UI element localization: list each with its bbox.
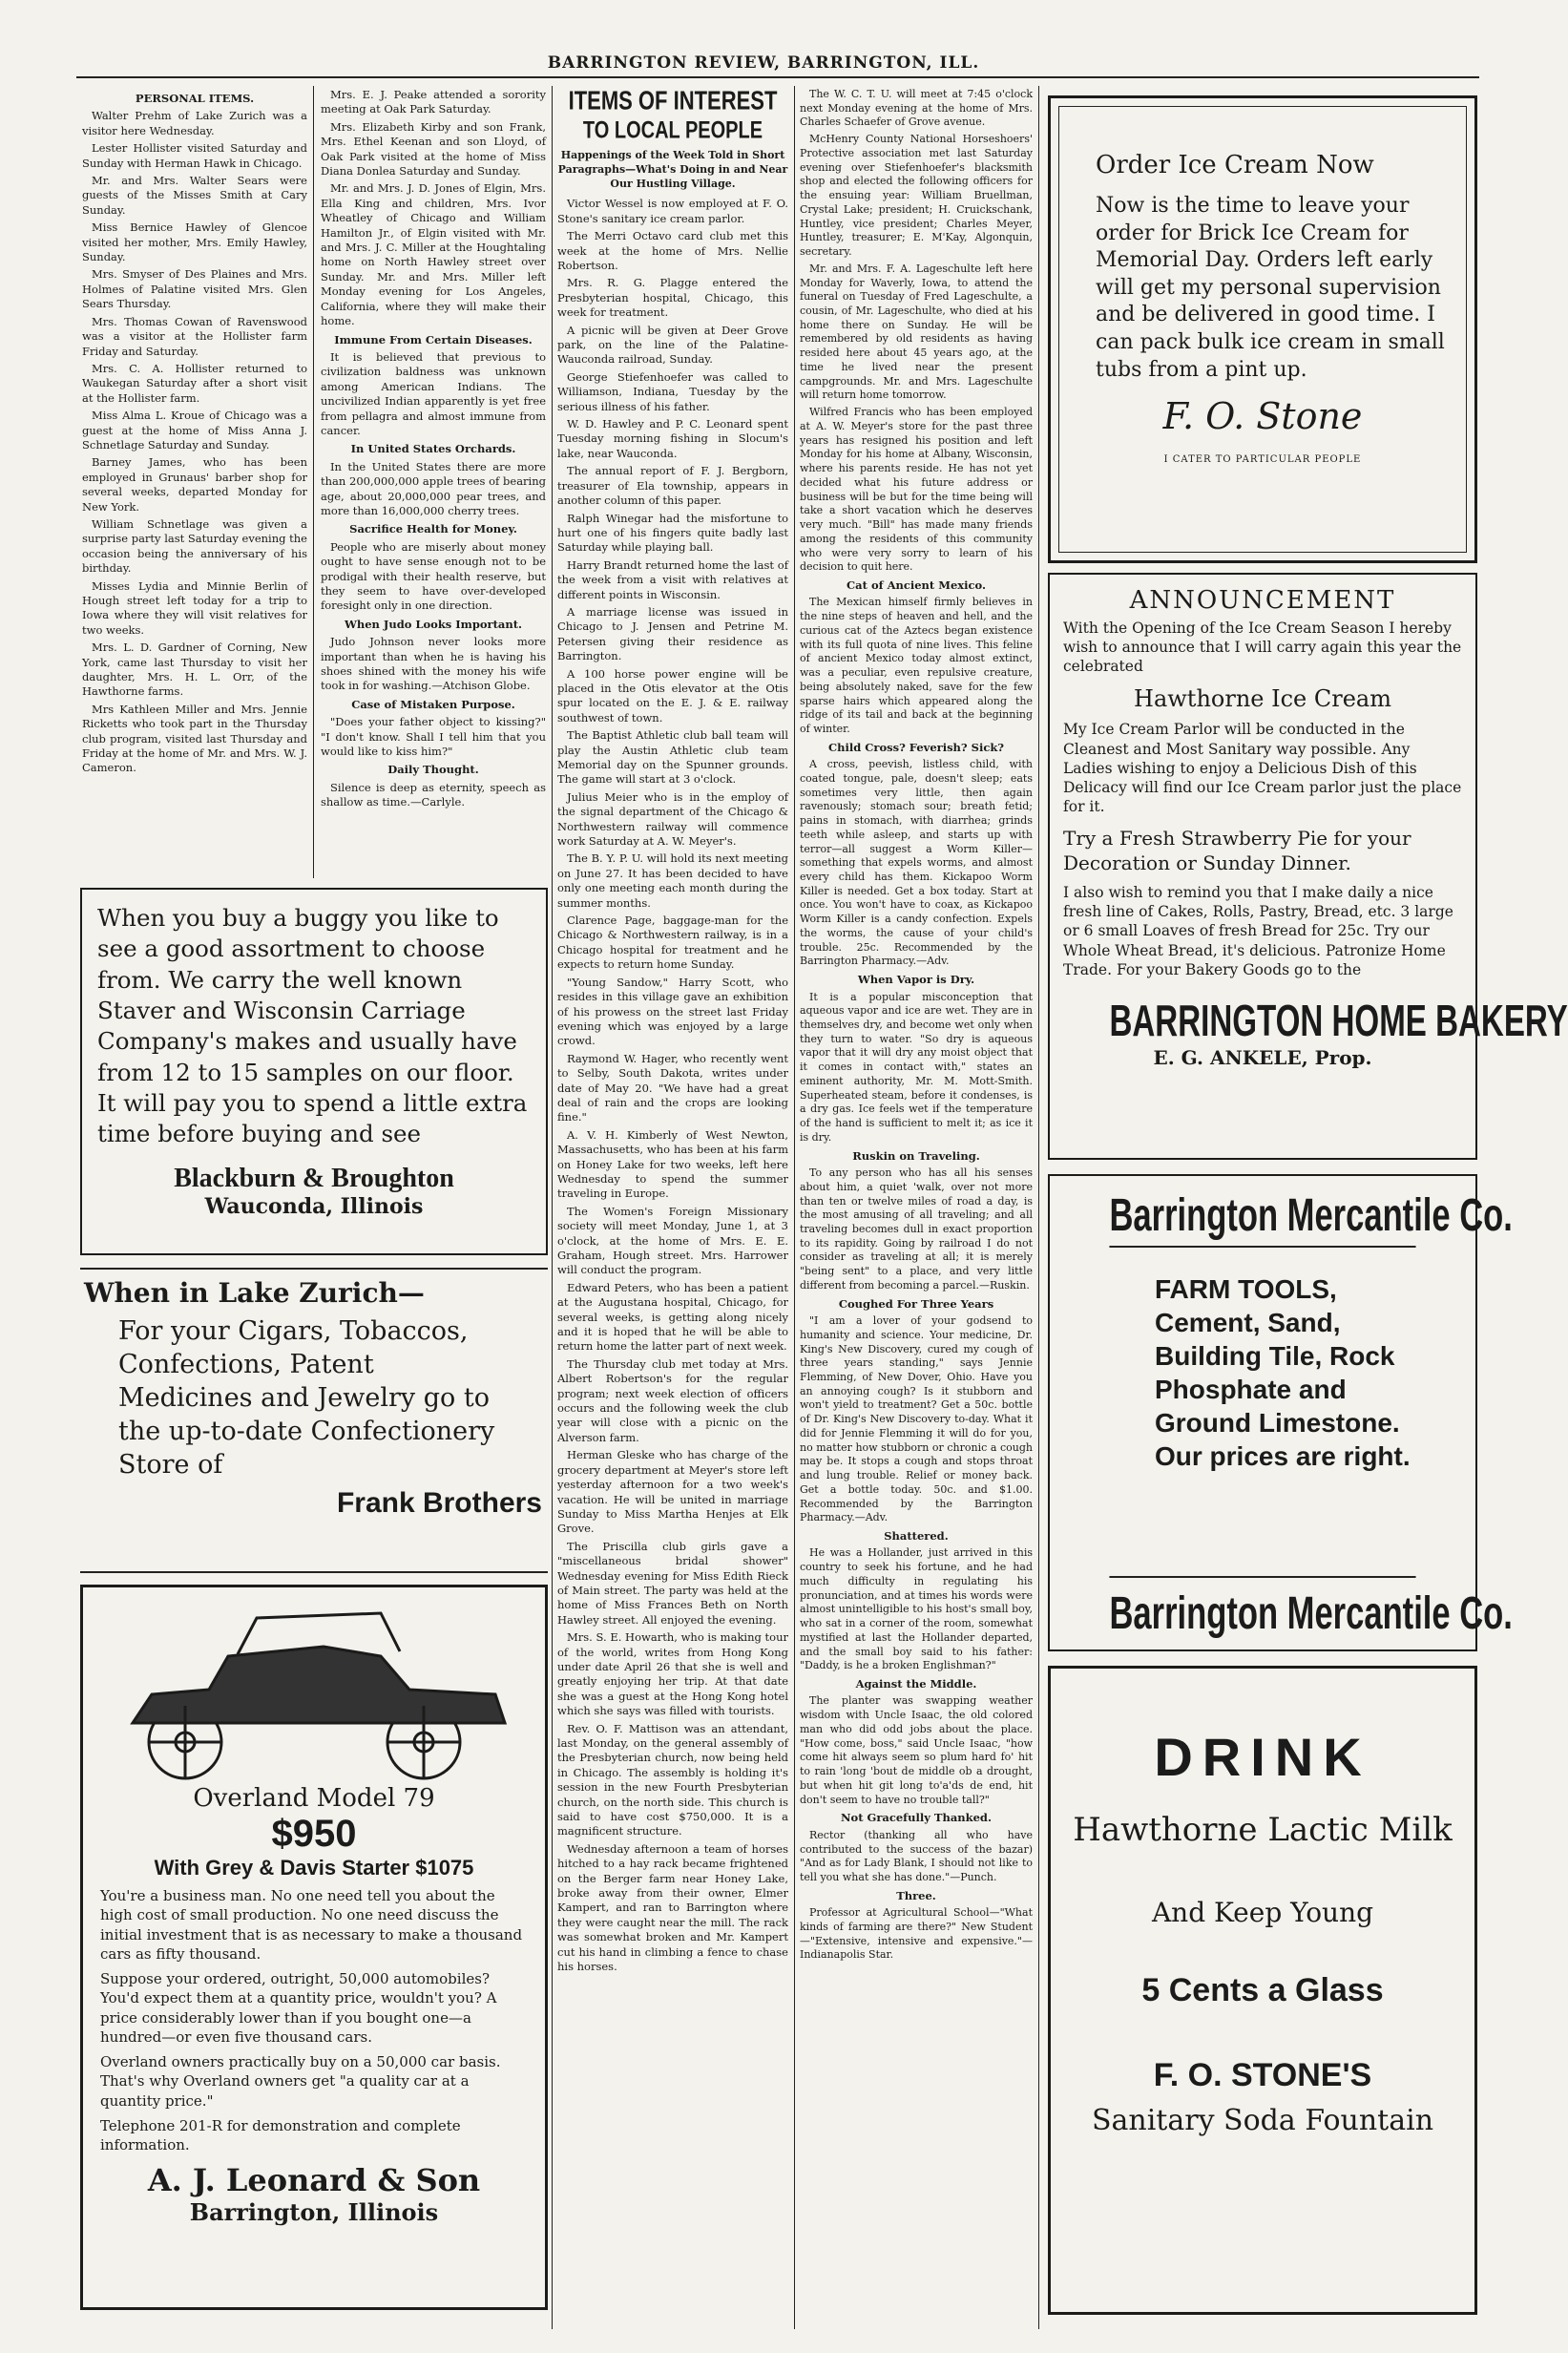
news-item: Harry Brandt returned home the last of the week from a visit with relatives at different points in Wisconsin. xyxy=(557,557,788,601)
news-item: Mrs. L. D. Gardner of Corning, New York, came last Thursday to visit her daughter, Mrs. H. L. Orr, of the Hawthorne farms. xyxy=(82,641,307,699)
news-item: Miss Bernice Hawley of Glencoe visited her mother, Mrs. Emily Hawley, Sunday. xyxy=(82,221,307,264)
news-item: "Young Sandow," Harry Scott, who resides in this village gave an exhibition of his prowess on the street last Friday evening which was enjoyed by a large crowd. xyxy=(557,975,788,1048)
overland-text: You're a business man. No one need tell you about the high cost of small production. No one need discuss the initial investment that is as necessary to make a thousand cars as fifty thousand. xyxy=(100,1887,523,1963)
filler-item: He was a Hollander, just arrived in this country to seek his fortune, and he had much difficulty in regulating his pronunciation, and at times his words were almost unintelligible to his host's small boy, who sat in a corner of the room, somewhat mystified at last the Hollander departed, and the small boy said to his father: "Daddy, is he a broken Englishman?" xyxy=(800,1546,1033,1672)
news-item: Mr. and Mrs. Walter Sears were guests of the Misses Smith at Cary Sunday. xyxy=(82,174,307,217)
local-news-headline: TO LOCAL PEOPLE xyxy=(582,117,763,144)
filler-item: "I am a lover of your godsend to humanity and science. Your medicine, Dr. King's New Discovery, cured my cough of three years standing," says Jennie Flemming, of New Dover, Ohio. Have you an annoying cough? Is it stubborn and won't yield to treatment? Get a 50c. bottle of Dr. King's New Discovery to-day. What it did for Jennie Flemming it will do for you, no matter how stubborn or chronic a cough may be. It stops a cough and stops throat and lung trouble. Relief or money back. Get a bottle today. 50c. and $1.00. Recommended by the Barrington Pharmacy.—Adv. xyxy=(800,1314,1033,1524)
mercantile-ad xyxy=(1048,1174,1513,1651)
local-news-column xyxy=(557,85,788,2321)
overland-model: Overland Model 79 xyxy=(193,1784,435,1813)
overland-place: Barrington, Illinois xyxy=(189,2198,439,2227)
filler-item: To any person who has all his senses about him, a quiet 'walk, over not more than ten or twelve miles of road a day, is the most amusing of all traveling; and all traveling becomes dull in exact proportion to its rapidity. Going by railroad I do not consider as traveling at all; it is merely "being sent" to a place, and very little different from becoming a parcel.—Ruskin. xyxy=(800,1166,1033,1292)
filler-heading: In United States Orchards. xyxy=(350,442,516,456)
filler-heading: Not Gracefully Thanked. xyxy=(841,1811,992,1825)
news-item: A. V. H. Kimberly of West Newton, Massachusetts, who has been at his farm on Honey Lake for two weeks, left here Wednesday to spend the summer traveling in Europe. xyxy=(557,1127,788,1201)
bakery-pie: Try a Fresh Strawberry Pie for your Decoration or Sunday Dinner. xyxy=(1063,827,1411,875)
filler-item: Rector (thanking all who have contributed to the success of the bazar) "And as for Lady Blank, I should not like to tell you what she has done."—Punch. xyxy=(800,1828,1033,1883)
lake-zurich-name: Frank Brothers xyxy=(336,1487,542,1520)
news-item: The B. Y. P. U. will hold its next meeting on June 27. It has been decided to have only one meeting each month during the summer months. xyxy=(557,851,788,910)
news-item: The Merri Octavo card club met this week at the home of Mrs. Nellie Robertson. xyxy=(557,229,788,273)
filler-item: People who are miserly about money ought to have sense enough not to be prodigal with their health reserve, but they seem to have over-developed foresight only in one direction. xyxy=(321,539,546,613)
news-item: A picnic will be given at Deer Grove park, on the line of the Palatine-Wauconda railroad, Sunday. xyxy=(557,323,788,367)
news-item: Mrs. Elizabeth Kirby and son Frank, Mrs. Ethel Keenan and son Lloyd, of Oak Park visited at the home of Miss Diana Donlea Saturday and Sunday. xyxy=(321,119,546,179)
buggy-ad-place: Wauconda, Illinois xyxy=(204,1193,424,1219)
news-item: Mrs. R. G. Plagge entered the Presbyterian hospital, Chicago, this week for treatment. xyxy=(557,276,788,320)
local-news-subhead: Happenings of the Week Told in Short Paragraphs—What's Doing in and Near Our Hustling Village. xyxy=(557,149,788,190)
filler-heading: When Judo Looks Important. xyxy=(344,617,523,631)
news-item: Wilfred Francis who has been employed at A. W. Meyer's store for the past three years has resigned his position and left Monday for his home at Albany, Wisconsin, where his parents reside. He has not yet decided what his future address or business will be but for the time being will take a short vacation which he deserves very much. "Bill" has made many friends among the residents of this community who were very sorry to learn of his decision to quit here. xyxy=(800,406,1033,574)
filler-item: The planter was swapping weather wisdom with Uncle Isaac, the old colored man who did odd jobs about the place. "How come, boss," said Uncle Isaac, "how come hit always seem so plum hard fo' hit to rain 'long 'bout de middle ob a drought, but when hit git long to'a'ds de end, hit don't seem to have no trouble tall?" xyxy=(800,1694,1033,1806)
filler-heading: Child Cross? Feverish? Sick? xyxy=(827,740,1005,754)
news-item: George Stiefenhoefer was called to Williamson, Indiana, Tuesday by the serious illness of his father. xyxy=(557,369,788,413)
news-item: A marriage license was issued in Chicago to J. Jensen and Petrine M. Petersen giving their residence as Barrington. xyxy=(557,604,788,663)
filler-item: Judo Johnson never looks more important than when he is having his shoes shined with the money his wife took in for washing.—Atchison Globe. xyxy=(321,635,546,693)
news-item: Ralph Winegar had the misfortune to hurt one of his fingers quite badly last Saturday while playing ball. xyxy=(557,511,788,555)
news-item: Wednesday afternoon a team of horses hitched to a hay rack became frightened on the Berger farm near Honey Lake, broke away from their owner, Elmer Kampert, and ran to Barrington where they were caught near the mill. The rack was somewhat broken and Mr. Kampert cut his hand in climbing a fence to chase his horses. xyxy=(557,1841,788,1974)
news-item: McHenry County National Horseshoers' Protective association met last Saturday evening over Stiefenhoefer's blacksmith shop and elected the following officers for the ensuing year: William Bruellman, Crystal Lake; president; H. Cruickschank, Huntley, vice president; Charles Meyer, Huntley, treasurer; E. M'Kay, Algonquin, secretary. xyxy=(800,133,1033,259)
bakery-product: Hawthorne Ice Cream xyxy=(1134,685,1391,713)
drink-heading: DRINK xyxy=(1154,1727,1371,1787)
drink-slogan: And Keep Young xyxy=(1151,1897,1374,1928)
news-item: Barney James, who has been employed in Grunaus' barber shop for several weeks, departed Monday for New York. xyxy=(82,455,307,514)
news-item: W. D. Hawley and P. C. Leonard spent Tuesday morning fishing in Slocum's lake, near Wauconda. xyxy=(557,417,788,460)
drink-vendor: F. O. STONE'S xyxy=(1153,2057,1372,2093)
filler-heading: Ruskin on Traveling. xyxy=(852,1148,980,1163)
filler-item: A cross, peevish, listless child, with coated tongue, pale, doesn't sleep; eats sometimes very little, then again ravenously; stomach sour; breath fetid; pains in stomach, with diarrhea; grinds teeth while asleep, and starts up with terror—all suggest a Worm Killer—something that expels worms, and almost every child has them. Kickapoo Worm Killer is needed. Get a box today. Start at once. You won't have to coax, as Kickapoo Worm Killer is a candy confection. Expels the worms, the cause of your child's trouble. 25c. Recommended by the Barrington Pharmacy.—Adv. xyxy=(800,758,1033,968)
column-rule xyxy=(313,86,314,878)
filler-heading: Immune From Certain Diseases. xyxy=(334,332,533,347)
news-item: The Thursday club met today at Mrs. Albert Robertson's for the regular program; next week election of officers occurs and the following week the club year will close with a picnic on the Alverson farm. xyxy=(557,1356,788,1444)
mercantile-name: Barrington Mercantile Co. xyxy=(1109,1176,1415,1248)
bakery-text: I also wish to remind you that I make daily a nice fresh line of Cakes, Rolls, Pastry, Bread, etc. 3 large or 6 small Loaves of fresh Bread for 25c. Try our Whole Wheat Bread, it's delicious. Patronize Home Trade. For your Bakery Goods go to the xyxy=(1063,884,1453,978)
filler-heading: Daily Thought. xyxy=(387,763,479,777)
filler-heading: When Vapor is Dry. xyxy=(857,973,975,987)
bakery-intro: With the Opening of the Ice Cream Season I hereby wish to announce that I will carry again this year the celebrated xyxy=(1063,620,1462,676)
news-item: Mrs. Thomas Cowan of Ravenswood was a visitor at the Hollister farm Friday and Saturday. xyxy=(82,314,307,358)
section-heading: PERSONAL ITEMS. xyxy=(135,92,255,105)
column-rule xyxy=(552,86,553,2329)
drink-price: 5 Cents a Glass xyxy=(1141,1972,1384,2008)
filler-item: In the United States there are more than 200,000,000 apple trees of bearing age, about 20,000,000 pear trees, and more than 16,000,000 cherry trees. xyxy=(321,459,546,517)
news-item: The annual report of F. J. Bergborn, treasurer of Ela township, appears in another column of this paper. xyxy=(557,464,788,508)
drink-product: Hawthorne Lactic Milk xyxy=(1073,1811,1453,1849)
news-item: Miss Alma L. Kroue of Chicago was a guest at the home of Miss Anna J. Schnetlage Saturday and Sunday. xyxy=(82,409,307,452)
overland-ad xyxy=(80,1585,548,2310)
ice-cream-heading: Order Ice Cream Now xyxy=(1096,151,1374,179)
bakery-ad xyxy=(1048,573,1568,1160)
news-item: Herman Gleske who has charge of the grocery department at Meyer's store left yesterday afternoon for a two week's vacation. He will be united in marriage Sunday to Miss Martha Henjes at Elk Grove. xyxy=(557,1448,788,1536)
news-item: Edward Peters, who has been a patient at the Augustana hospital, Chicago, for several weeks, is getting along nicely and it is hoped that he will be able to return home the latter part of next week. xyxy=(557,1280,788,1354)
overland-dealer: A. J. Leonard & Son xyxy=(147,2162,481,2199)
ice-cream-ad xyxy=(1048,95,1477,563)
overland-price: $950 xyxy=(271,1813,357,1855)
filler-heading: Sacrifice Health for Money. xyxy=(349,522,517,536)
news-item: The Baptist Athletic club ball team will play the Austin Athletic club team Memorial day on the Spunner grounds. The game will start at 3 o'clock. xyxy=(557,728,788,787)
news-item: Julius Meier who is in the employ of the signal department of the Chicago & Northwestern railway will commence work Saturday at A. W. Meyer's. xyxy=(557,789,788,849)
news-item: The Women's Foreign Missionary society will meet Monday, June 1, at 3 o'clock, at the home of Mrs. E. E. Graham, Hough street. Mrs. Harrower will conduct the program. xyxy=(557,1204,788,1277)
mercantile-name: Barrington Mercantile Co. xyxy=(1109,1576,1415,1649)
news-item: A 100 horse power engine will be placed in the Otis elevator at the Otis spur located on the E. J. & E. railway southwest of town. xyxy=(557,666,788,725)
news-item: Mrs. S. E. Howarth, who is making tour of the world, writes from Hong Kong under date April 26 that she is well and greatly enjoying her trip. At that date she was a guest at the Hong Kong hotel which she says was filled with tourists. xyxy=(557,1630,788,1718)
lake-zurich-text: For your Cigars, Tobaccos, Confections, Patent Medicines and Jewelry go to the up-to-date Confectionery Store of xyxy=(118,1316,495,1481)
personal-items-column xyxy=(82,88,307,876)
ice-cream-text: Now is the time to leave your order for Brick Ice Cream for Memorial Day. Orders left early will get my personal supervision and be delivered in good time. I can pack bulk ice cream in small tubs from a pint up. xyxy=(1096,194,1445,382)
ice-cream-signature: F. O. Stone xyxy=(1162,395,1363,438)
buggy-ad-text: When you buy a buggy you like to see a good assortment to choose from. We carry the well known Staver and Wisconsin Carriage Company's makes and usually have from 12 to 15 samples on our floor. It will pay you to spend a little extra time before buying and see xyxy=(97,904,528,1148)
drink-place: Sanitary Soda Fountain xyxy=(1091,2104,1434,2137)
bakery-proprietor: E. G. ANKELE, Prop. xyxy=(1153,1045,1372,1069)
masthead: BARRINGTON REVIEW, BARRINGTON, ILL. xyxy=(547,53,980,73)
filler-item: It is a popular misconception that aqueous vapor and ice are wet. They are in themselves dry, and become wet only when they turn to water. "So dry is aqueous vapor that it will dry any moist object that it comes in contact with," states an eminent authority, Mr. M. Mott-Smith. Superheated steam, before it condenses, is a dry gas. Ice feels wet if the temperature of the hand is sufficient to melt it; as ice it is dry. xyxy=(800,990,1033,1144)
buggy-ad xyxy=(80,888,548,1255)
overland-phone: Telephone 201-R for demonstration and complete information. xyxy=(100,2116,461,2153)
masthead-rule xyxy=(76,76,1479,78)
news-item: Mrs. E. J. Peake attended a sorority meeting at Oak Park Saturday. xyxy=(321,88,546,116)
news-item: Misses Lydia and Minnie Berlin of Hough street left today for a trip to Iowa where they will visit relatives for two weeks. xyxy=(82,578,307,637)
filler-item: It is believed that previous to civilization baldness was unknown among American Indians. The uncivilized Indian apparently is yet free from pellagra and almost immune from cancer. xyxy=(321,349,546,437)
local-news-headline: ITEMS OF INTEREST xyxy=(568,85,778,116)
filler-item: The Mexican himself firmly believes in the nine steps of heaven and hell, and the curious cat of the Aztecs began existence with its full quota of nine lives. This feline of ancient Mexico today almost extinct, was a peculiar, even repulsive creature, being absolutely naked, save for the few sparse hairs which appeared along the ridge of its tail and back at the beginning of winter. xyxy=(800,596,1033,735)
filler-heading: Against the Middle. xyxy=(855,1677,977,1691)
overland-text: Suppose your ordered, outright, 50,000 automobiles? You'd expect them at a quantity price, wouldn't you? A price considerably lower than if you bought one—a hundred—or even five thousand cars. xyxy=(100,1970,497,2046)
lake-zurich-heading: When in Lake Zurich— xyxy=(84,1277,425,1309)
news-item: Raymond W. Hager, who recently went to Selby, South Dakota, writes under date of May 20. "We have had a great deal of rain and the crops are looking fine." xyxy=(557,1051,788,1124)
news-item: The W. C. T. U. will meet at 7:45 o'clock next Monday evening at the home of Mrs. Charles Schaefer of Grove avenue. xyxy=(800,88,1033,129)
overland-text: Overland owners practically buy on a 50,000 car basis. That's why Overland owners get "a quality car at a quantity price." xyxy=(100,2053,501,2110)
filler-heading: Coughed For Three Years xyxy=(838,1296,994,1311)
news-item: Mrs. C. A. Hollister returned to Waukegan Saturday after a short visit at the Hollister farm. xyxy=(82,361,307,405)
news-item: Clarence Page, baggage-man for the Chicago & Northwestern railway, is in a Chicago hospital for treatment and he expects to return home Sunday. xyxy=(557,914,788,972)
filler-heading: Three. xyxy=(896,1888,936,1902)
bakery-name: BARRINGTON HOME BAKERY xyxy=(1109,995,1568,1045)
ice-cream-tagline: I CATER TO PARTICULAR PEOPLE xyxy=(1163,454,1362,466)
news-item: Lester Hollister visited Saturday and Sunday with Herman Hawk in Chicago. xyxy=(82,141,307,170)
filler-item: Professor at Agricultural School—"What kinds of farming are there?" New Student—"Extensive, intensive and expensive."—Indianapolis Star. xyxy=(800,1906,1033,1962)
column-four xyxy=(800,88,1033,2321)
news-item: William Schnetlage was given a surprise party last Saturday evening the occasion being the anniversary of his birthday. xyxy=(82,516,307,576)
buggy-ad-name: Blackburn & Broughton xyxy=(174,1163,454,1193)
filler-item: Silence is deep as eternity, speech as shallow as time.—Carlyle. xyxy=(321,780,546,809)
news-item: Mr. and Mrs. J. D. Jones of Elgin, Mrs. Ella King and children, Mrs. Ivor Wheatley of Chicago and William Hamilton Jr., of Elgin visited with Mr. and Mrs. J. C. Miller at the Houghtaling home on North Hawley street over Sunday. Mr. and Mrs. Miller left Monday evening for Los Angeles, California, where they will make their home. xyxy=(321,181,546,328)
bakery-text: My Ice Cream Parlor will be conducted in the Cleanest and Most Sanitary way possible. Any Ladies wishing to enjoy a Delicious Dish of this Delicacy will find our Ice Cream parlor just the place for it. xyxy=(1063,721,1462,815)
news-item: Mr. and Mrs. F. A. Lageschulte left here Monday for Waverly, Iowa, to attend the funeral on Tuesday of Fred Lageschulte, a cousin, of Mr. Lageschulte, who died at his home there on Sunday. He will be remembered by old residents as having resided here about 45 years ago, at the time he lived near the present campgrounds. Mr. and Mrs. Lageschulte will return home tomorrow. xyxy=(800,262,1033,402)
bakery-announcement: ANNOUNCEMENT xyxy=(1129,586,1396,615)
car-illustration xyxy=(94,1599,533,1790)
filler-heading: Shattered. xyxy=(884,1529,949,1544)
filler-item: "Does your father object to kissing?" "I don't know. Shall I tell him that you would like to kiss him?" xyxy=(321,715,546,759)
filler-heading: Case of Mistaken Purpose. xyxy=(351,697,515,711)
column-rule xyxy=(1038,86,1039,2329)
column-two xyxy=(321,88,546,876)
lake-zurich-ad xyxy=(80,1268,548,1573)
news-item: Mrs Kathleen Miller and Mrs. Jennie Ricketts who took part in the Thursday club program, visited last Thursday and Friday at the home of Mr. and Mrs. W. J. Cameron. xyxy=(82,702,307,775)
overland-starter: With Grey & Davis Starter $1075 xyxy=(154,1856,474,1880)
news-item: Victor Wessel is now employed at F. O. Stone's sanitary ice cream parlor. xyxy=(557,197,788,225)
news-item: Rev. O. F. Mattison was an attendant, last Monday, on the general assembly of the Presbyterian church, now being held in Chicago. The assembly is holding it's session in the new Fourth Presbyterian church, on the north side. This church is said to have cost $750,000. It is a magnificent structure. xyxy=(557,1721,788,1838)
news-item: The Priscilla club girls gave a "miscellaneous bridal shower" Wednesday evening for Miss Edith Rieck of Main street. The party was held at the home of Miss Frances Beth on North Hawley street. All enjoyed the evening. xyxy=(557,1539,788,1627)
column-rule xyxy=(794,86,795,2329)
mercantile-items: FARM TOOLS, Cement, Sand, Building Tile, Rock Phosphate and Ground Limestone. Our prices are right. xyxy=(1155,1274,1411,1471)
drink-ad xyxy=(1048,1666,1477,2315)
news-item: Mrs. Smyser of Des Plaines and Mrs. Holmes of Palatine visited Mrs. Glen Sears Thursday. xyxy=(82,267,307,311)
filler-heading: Cat of Ancient Mexico. xyxy=(847,578,986,592)
news-item: Walter Prehm of Lake Zurich was a visitor here Wednesday. xyxy=(82,109,307,137)
